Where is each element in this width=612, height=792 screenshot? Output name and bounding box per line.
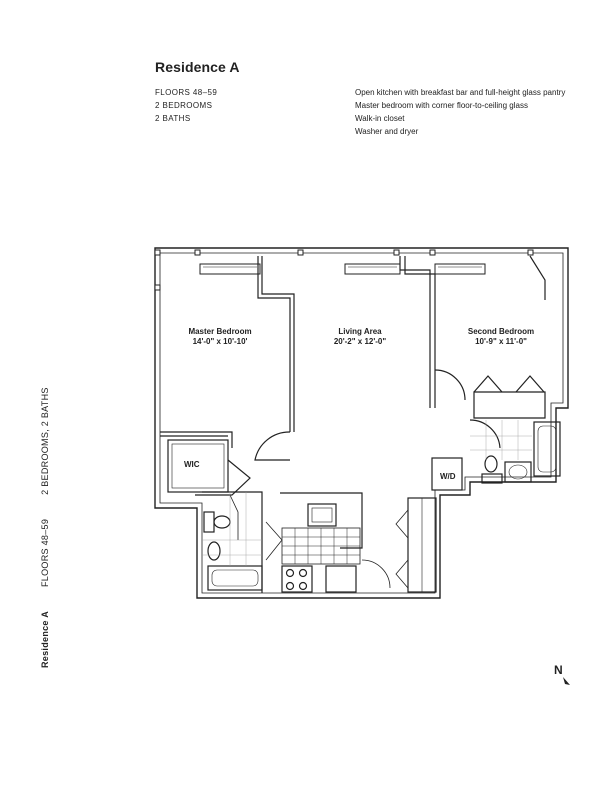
second-closet	[474, 392, 545, 418]
feature-laundry: Washer and dryer	[355, 127, 419, 136]
window-mullions	[155, 250, 533, 290]
room-living-area	[320, 327, 400, 347]
feature-master-glass: Master bedroom with corner floor-to-ceiling glass	[355, 101, 528, 110]
north-label: N	[554, 663, 563, 677]
room-second-bedroom	[456, 327, 546, 347]
tub-master	[208, 566, 262, 590]
radiator-living	[345, 264, 400, 274]
spec-bedrooms: 2 BEDROOMS	[155, 101, 213, 110]
door-master	[255, 432, 290, 460]
room-second-name: Second Bedroom	[467, 327, 535, 336]
wall-master-living	[258, 256, 290, 432]
radiator-master	[200, 264, 260, 274]
door-second	[435, 370, 465, 400]
room-master-bedroom	[180, 327, 260, 347]
side-rooms: 2 BEDROOMS, 2 BATHS	[40, 387, 50, 495]
room-living-dims: 20'-2" x 12'-0"	[333, 337, 387, 346]
sink-master	[208, 542, 220, 560]
room-living-name: Living Area	[338, 327, 382, 336]
side-residence-name: Residence A	[40, 611, 50, 668]
room-wd-label: W/D	[440, 472, 456, 481]
radiator-second	[435, 264, 485, 274]
refrigerator	[326, 566, 356, 592]
side-floors: FLOORS 48–59	[40, 518, 50, 587]
room-master-dims: 14'-0" x 10'-10'	[192, 337, 248, 346]
spec-floors: FLOORS 48–59	[155, 88, 218, 97]
room-second-dims: 10'-9" x 11'-0"	[475, 337, 527, 346]
spec-baths: 2 BATHS	[155, 114, 191, 123]
feature-kitchen: Open kitchen with breakfast bar and full-height glass pantry	[355, 88, 566, 97]
toilet-tank-master	[204, 512, 214, 532]
door-bath2	[470, 420, 500, 448]
room-master-name: Master Bedroom	[188, 327, 252, 336]
north-arrow-icon	[563, 677, 570, 685]
wall-living-second	[400, 256, 430, 408]
side-label	[40, 387, 50, 668]
room-wic-label: WIC	[184, 460, 200, 469]
feature-closet: Walk-in closet	[355, 114, 405, 123]
residence-title: Residence A	[155, 59, 240, 75]
toilet-second	[485, 456, 497, 472]
